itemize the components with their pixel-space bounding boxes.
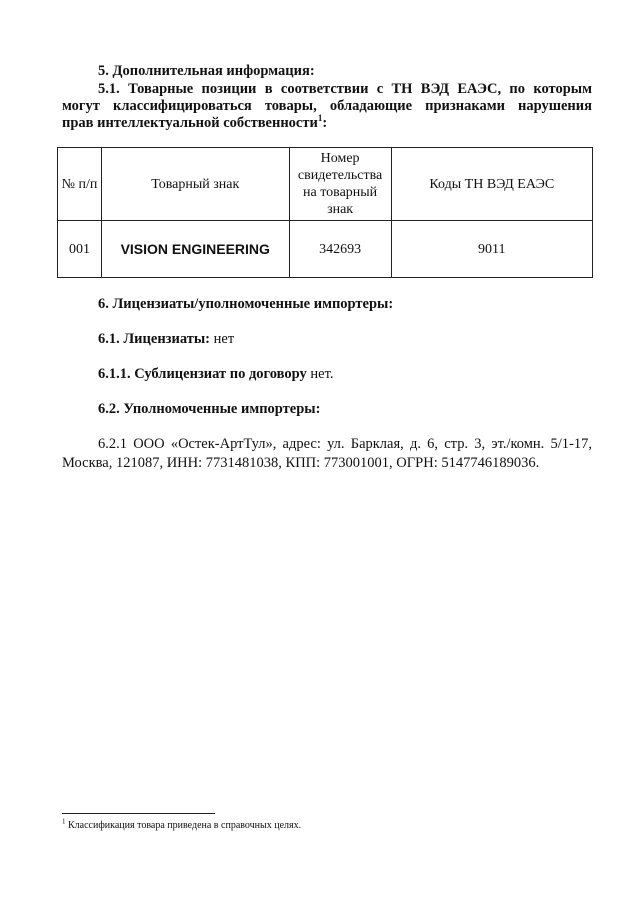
section-5-heading: 5. Дополнительная информация: (98, 63, 315, 79)
sublicensee-label: 6.1.1. Сублицензиат по договору (98, 366, 307, 382)
header-trademark: Товарный знак (101, 148, 289, 221)
section-5-1-line-2: могут классифицироваться товары, обладающие признаками нарушения (62, 98, 592, 114)
licensees-value: нет (210, 331, 235, 347)
section-6-2-heading: 6.2. Уполномоченные импортеры: (98, 401, 321, 417)
header-certificate: Номер свидетельства на товарный знак (289, 148, 391, 221)
importer-line-2: Москва, 121087, ИНН: 7731481038, КПП: 773001001, ОГРН: 5147746189036. (62, 455, 540, 471)
section-5-1-line-1: 5.1. Товарные позиции в соответствии с ТН ВЭД ЕАЭС, по которым (98, 81, 592, 97)
section-5-1-line-3-text: прав интеллектуальной собственности (62, 115, 318, 131)
section-5-1-colon: : (322, 115, 328, 131)
cell-certificate: 342693 (289, 221, 391, 278)
importer-line-1: 6.2.1 ООО «Остек-АртТул», адрес: ул. Барклая, д. 6, стр. 3, эт./комн. 5/1-17, (98, 436, 592, 452)
cell-codes: 9011 (391, 221, 592, 278)
cell-trademark: VISION ENGINEERING (101, 221, 289, 278)
trademark-table (57, 147, 593, 278)
footnote-separator (62, 813, 215, 814)
table-row (58, 221, 593, 278)
footnote-text: Классификация товара приведена в справочных целях. (65, 820, 302, 831)
section-5-1-line-3 (62, 115, 592, 132)
header-number: № п/п (58, 148, 102, 221)
section-6-1-1 (62, 366, 592, 383)
section-6-heading: 6. Лицензиаты/уполномоченные импортеры: (98, 296, 394, 312)
footnote-ref: 1 (317, 113, 323, 124)
section-6-1 (62, 331, 592, 348)
footnote (62, 817, 302, 832)
header-codes: Коды ТН ВЭД ЕАЭС (391, 148, 592, 221)
footnote-marker: 1 (62, 817, 66, 826)
licensees-label: 6.1. Лицензиаты: (98, 331, 211, 347)
sublicensee-value: нет. (306, 366, 334, 382)
table-header-row (58, 148, 593, 221)
cell-number: 001 (58, 221, 102, 278)
